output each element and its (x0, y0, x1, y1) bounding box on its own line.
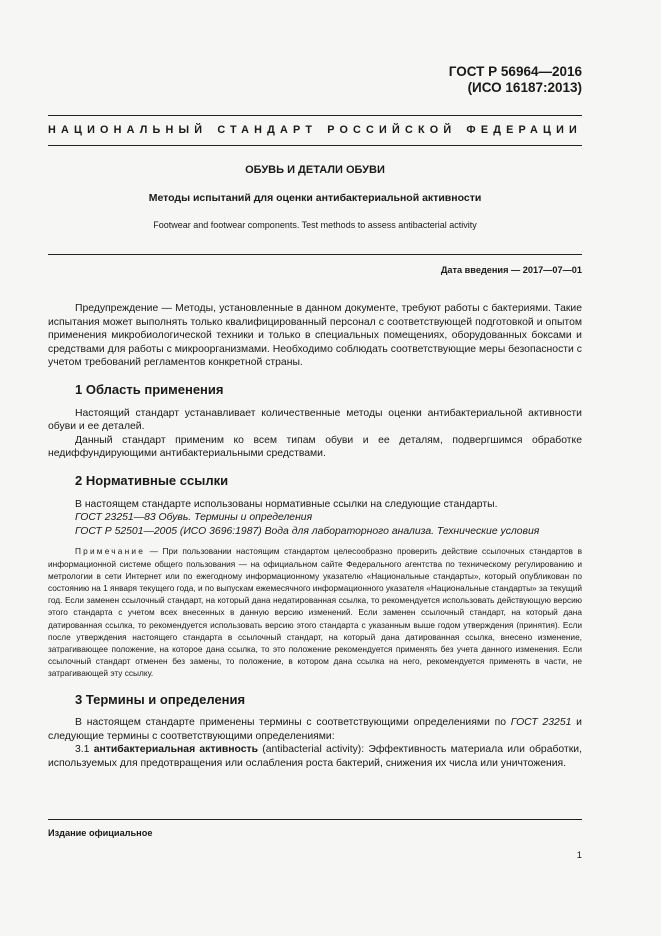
term-name: антибактериальная активность (93, 744, 258, 756)
date-rule (48, 254, 582, 255)
note-label: Примечание (75, 546, 146, 557)
warning-paragraph: Предупреждение — Методы, установленные в данном документе, требуют работы с бактериями. Такие испытания может выполнять только квалифицированный персонал с соответствующей подготовкой и опытом применения микробиологической техники и только в специальных помещениях, оборудованных боксами и средствами для работы с микроорганизмами. Необходимо соблюдать соответствующие меры безопасности с учетом требований регламентов конкретной страны. (48, 303, 582, 369)
term-definition (48, 743, 582, 770)
section-1-heading: 1 Область применения (75, 381, 224, 397)
term-number: 3.1 (75, 744, 94, 756)
references-note (48, 545, 582, 679)
document-title: ОБУВЬ И ДЕТАЛИ ОБУВИ (245, 164, 385, 176)
banner-word: СТАНДАРТ (217, 124, 318, 136)
section-2-heading: 2 Нормативные ссылки (75, 472, 229, 488)
scope-paragraph-1: Настоящий стандарт устанавливает количественные методы оценки антибактериальной активности обуви и ее деталей. (48, 407, 582, 433)
references-intro: В настоящем стандарте использованы нормативные ссылки на следующие стандарты. (75, 498, 498, 510)
english-title: Footwear and footwear components. Test methods to assess antibacterial activity (153, 220, 477, 230)
terms-intro (48, 716, 582, 743)
banner-word: ФЕДЕРАЦИИ (466, 124, 582, 136)
introduction-date: Дата введения — 2017—07—01 (440, 265, 582, 275)
document-body (48, 302, 582, 771)
reference-item: ГОСТ Р 52501—2005 (ИСО 3696:1987) Вода для лабораторного анализа. Технические условия (75, 525, 540, 537)
national-standard-banner (48, 124, 582, 136)
official-edition-label: Издание официальное (48, 828, 153, 838)
banner-rule (48, 145, 582, 146)
standard-number: ГОСТ Р 56964—2016 (448, 64, 582, 79)
terms-intro-reference: ГОСТ 23251 (510, 717, 572, 729)
scope-paragraph-2: Данный стандарт применим ко всем типам обуви и ее деталям, подвергшимся обработке недиффундирующими антибактериальными средствами. (48, 434, 582, 460)
banner-word: НАЦИОНАЛЬНЫЙ (48, 124, 208, 136)
term-definition-text: (antibacterial activity): Эффективность материала или обработки, используемых для предотвращения или ослабления роста бактерий, снижения их числа или уничтожения. (48, 744, 582, 769)
document-subtitle: Методы испытаний для оценки антибактериальной активности (148, 192, 482, 204)
iso-number: (ИСО 16187:2013) (467, 80, 582, 95)
terms-intro-text: В настоящем стандарте применены термины с соответствующими определениями по (75, 717, 511, 729)
footer-rule (48, 819, 582, 820)
terms-intro-text-end: и следующие термины с соответствующими определениями: (48, 717, 582, 742)
banner-word: РОССИЙСКОЙ (327, 124, 457, 136)
standard-designation (449, 64, 582, 96)
note-text: — При пользовании настоящим стандартом целесообразно проверить действие ссылочных стандартов в информационной системе общего пользования — на официальном сайте Федерального агентства по техническому регулированию и метрологии в сети Интернет или по ежегодному информационному указателю «Национальные стандарты», который опубликован по состоянию на 1 января текущего года, и по выпускам ежемесячного информационного указателя «Национальные стандарты» за текущий год. Если заменен ссылочный стандарт, на который дана недатированная ссылка, то рекомендуется использовать действующую версию этого стандарта с учетом всех внесенных в данную версию изменений. Если заменен ссылочный стандарт, на который дана датированная ссылка, то рекомендуется использовать версию этого стандарта с указанным выше годом утверждения (принятия). Если после утверждения настоящего стандарта в ссылочный стандарт, на который дана датированная ссылка, внесено изменение, затрагивающее положение, на которое дана ссылка, то это положение рекомендуется применять без учета данного изменения. Если ссылочный стандарт отменен без замены, то положение, в котором дана ссылка на него, рекомендуется применять в части, не затрагивающей эту ссылку. (48, 546, 582, 679)
section-3-heading: 3 Термины и определения (75, 691, 246, 707)
reference-item: ГОСТ 23251—83 Обувь. Термины и определения (75, 512, 313, 524)
page-number: 1 (576, 850, 582, 861)
top-rule (48, 115, 582, 116)
